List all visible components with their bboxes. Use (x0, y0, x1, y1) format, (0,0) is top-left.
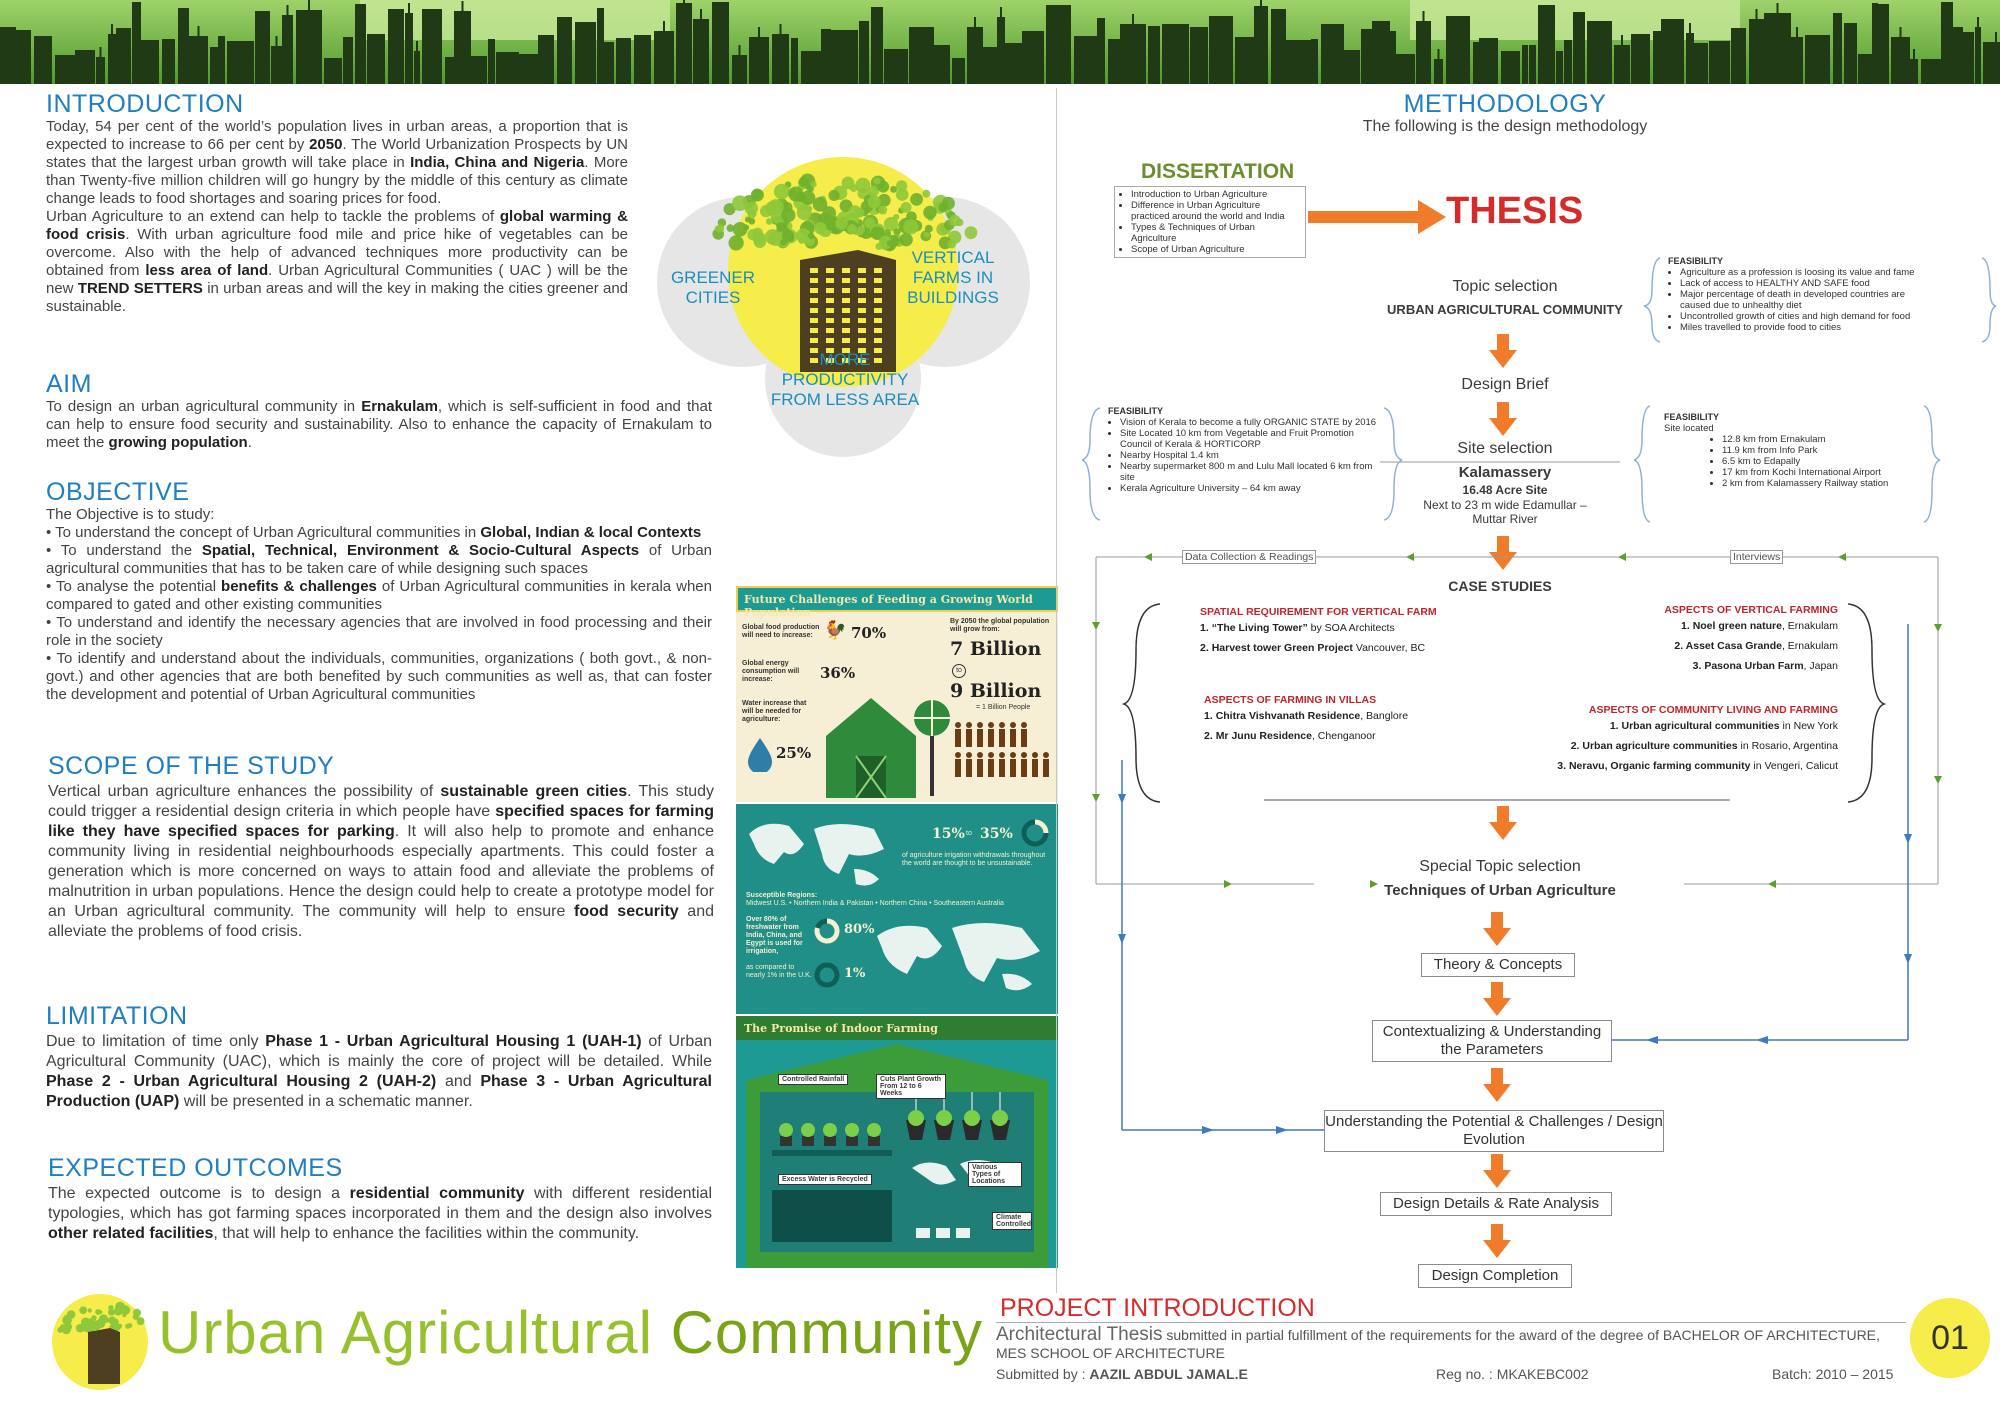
methodology-heading: METHODOLOGY (1403, 90, 1607, 118)
world-map-icon (744, 814, 894, 894)
feasibility-brief: FEASIBILITY • Vision of Kerala to become a fully ORGANIC STATE by 2016 • Site Located 10 km from Vegetable and Fruit Promotion Council of Kerala & HORTICORP • Nearby Hospital 1.4 km • Nearby supermarket 800 m and Lulu Mall located 6 km from site • Kerala Agriculture University – 64 km away (1108, 406, 1378, 494)
column-divider (1056, 88, 1057, 1293)
case-study-item: 3. Pasona Urban Farm, Japan (1692, 660, 1838, 672)
venn-label-vertical-farms: VERTICAL FARMS IN BUILDINGS (907, 248, 999, 307)
page-number-badge: 01 (1910, 1298, 1990, 1378)
reg-no: Reg no. : MKAKEBC002 (1436, 1366, 1589, 1382)
case-study-item: 2. Asset Casa Grande, Ernakulam (1674, 640, 1838, 652)
submitted-by: Submitted by : AAZIL ABDUL JAMAL.E (996, 1366, 1248, 1382)
introduction-text: Today, 54 per cent of the world’s population lives in urban areas, a proportion that is expected to increase to 66 per cent by 2050. The World Urbanization Prospects by UN states that the largest urban growth will take place in India, China and Nigeria. More than Twenty-five million children will go hungry by the middle of this century as climate change leads to food shortages and soaring prices for food. Urban Agriculture to an extend can help to tackle the problems of global warming & food crisis. With urban agriculture food mile and price hike of vegetables can be overcome. Also with the help of advanced techniques more productivity can be obtained from less area of land. Urban Agricultural Communities ( UAC ) will be the new TREND SETTERS in urban areas and will the key in making the cities greener and sustainable. (46, 118, 629, 315)
site-selection-label: Site selection (1457, 440, 1553, 457)
people-icons (950, 718, 1056, 778)
batch: Batch: 2010 – 2015 (1772, 1366, 1894, 1382)
feasibility-topic: FEASIBILITY • Agriculture as a profession is loosing its value and fame • Lack of access to HEALTHY AND SAFE food • Major percentage of death in developed countries are caused due to unhealthy diet • Uncontrolled growth of cities and high demand for food • Miles travelled to provide food to cities (1668, 256, 1938, 333)
special-topic-label: Special Topic selection (1419, 858, 1581, 875)
step-theory-box: Theory & Concepts (1421, 953, 1575, 977)
site-name: Kalamassery (1458, 464, 1552, 481)
tag-plant-growth: Cuts Plant Growth From 12 to 6 Weeks (876, 1074, 946, 1099)
infographic (736, 586, 1058, 1268)
case-vertical: ASPECTS OF VERTICAL FARMING 1. Noel green nature, Ernakulam 2. Asset Casa Grande, Ernakulam 3. Pasona Urban Farm, Japan (1560, 604, 1838, 676)
ring-80-icon (814, 918, 840, 944)
aim-heading: AIM (46, 370, 92, 398)
case-study-item: 1. Chitra Vishvanath Residence, Banglore (1204, 710, 1409, 722)
venn-label-more-productivity: MORE PRODUCTIVITY FROM LESS AREA (770, 350, 920, 409)
venn-label-greener-cities: GREENER CITIES (670, 268, 756, 307)
food-label: Global food production will need to increase: (742, 624, 820, 639)
ring-1-icon (814, 962, 840, 988)
topic-value: URBAN AGRICULTURAL COMMUNITY (1387, 302, 1623, 317)
case-spatial: SPATIAL REQUIREMENT FOR VERTICAL FARM 1. “The Living Tower” by SOA Architects 2. Harvest tower Green Project Vancouver, BC (1200, 606, 1560, 658)
freshwater-pct: 80% (844, 922, 875, 937)
freshwater-label: Over 80% of freshwater from India, China, and Egypt is used for irrigation, (746, 916, 803, 955)
irrigation-pct-high: 35% (980, 826, 1013, 842)
irrigation-label: of agriculture irrigation withdrawals throughout the world are thought to be unsustainable. (902, 852, 1046, 867)
food-pct: 70% (851, 624, 887, 642)
population-from: 7 Billion (950, 638, 1042, 660)
barn-icon (816, 686, 926, 798)
tag-climate: Climate Controlled (992, 1212, 1032, 1230)
limitation-heading: LIMITATION (46, 1002, 188, 1030)
population-legend: = 1 Billion People (976, 704, 1031, 711)
case-study-item: 2. Mr Junu Residence, Chenganoor (1204, 730, 1376, 742)
energy-pct: 36% (820, 664, 856, 682)
thesis-heading: THESIS (1446, 190, 1584, 232)
world-map-icon-2 (872, 916, 1052, 996)
infographic-panel-indoor (736, 1016, 1058, 1268)
objective-text: The Objective is to study: • To understand the concept of Urban Agricultural communities in Global, Indian & local Contexts • To understand the Spatial, Technical, Environment & Socio-Cultural Aspects of Urban agricultural communities that has to be taken care of while designing such spaces • To analyse the potential benefits & challenges of Urban Agricultural communities in kerala when compared to gated and other existing communities • To understand and identify the necessary agencies that are involved in food processing and their role in the society • To identify and understand about the individuals, communities, organizations ( both govt., & non-govt.) and other agencies that are both benefited by such communities as well as, that can foster the development and potential of Urban Agricultural communities (46, 506, 713, 703)
uk-label: as compared to nearly 1% in the U.K. (746, 964, 812, 979)
design-brief-label: Design Brief (1461, 376, 1549, 393)
infographic-panel-challenges (736, 586, 1058, 802)
panel-title-challenges: Future Challenges of Feeding a Growing World Population (744, 593, 1033, 619)
tag-controlled-rainfall: Controlled Rainfall (778, 1074, 848, 1085)
aim-text: To design an urban agricultural community in Ernakulam, which is self-sufficient in food and that can help to ensure food security and sustainability. Also to enhance the capacity of Ernakulam to meet the growing population. (46, 398, 713, 451)
outcomes-heading: EXPECTED OUTCOMES (48, 1154, 343, 1182)
panel-title-indoor: The Promise of Indoor Farming (744, 1022, 938, 1035)
footer-title: Urban Agricultural Community (158, 1299, 983, 1366)
globe-icon (912, 696, 952, 796)
special-topic-value: Techniques of Urban Agriculture (1384, 882, 1616, 899)
limitation-text: Due to limitation of time only Phase 1 - Urban Agricultural Housing 1 (UAH-1) of Urban Agricultural Community (UAC), which is mainly the core of project will be detailed. While Phase 2 - Urban Agricultural Housing 2 (UAH-2) and Phase 3 - Urban Agricultural Production (UAP) will be presented in a schematic manner. (46, 1033, 713, 1110)
objective-heading: OBJECTIVE (46, 478, 190, 506)
population-to: 9 Billion (950, 680, 1042, 702)
step-completion-box: Design Completion (1418, 1264, 1572, 1288)
step-details-box: Design Details & Rate Analysis (1380, 1192, 1612, 1216)
introduction-heading: INTRODUCTION (46, 90, 244, 118)
scope-text: Vertical urban agriculture enhances the possibility of sustainable green cities. This study could trigger a residential design criteria in which people have specified spaces for farming like they have specified spaces for parking. It will also help to promote and enhance community living in residential neighbourhoods especially apartments. This could foster a generation which is more concerned on ways to attain food and alleviate the problems of malnutrition in urban populations. Hence the design could help to create a prototype model for an Urban agricultural community. The community will help to ensure food security and alleviate the problems of food crisis. (48, 783, 715, 940)
water-label: Water increase that will be needed for agriculture: (742, 700, 807, 723)
case-study-item: 1. Urban agricultural communities in New York (1609, 720, 1838, 732)
scope-heading: SCOPE OF THE STUDY (48, 752, 335, 780)
regions-label: Susceptible Regions: (746, 892, 818, 899)
step-context-box: Contextualizing & Understanding the Parameters (1372, 1020, 1612, 1062)
feasibility-site: FEASIBILITY Site located • 12.8 km from Ernakulam • 11.9 km from Info Park • 6.5 km to Edapally • 17 km from Kochi International Airport • 2 km from Kalamassery Railway station (1664, 412, 1924, 489)
uk-pct: 1% (844, 966, 866, 981)
step-potential-box: Understanding the Potential & Challenges / Design Evolution (1324, 1110, 1664, 1152)
case-community: ASPECTS OF COMMUNITY LIVING AND FARMING 1. Urban agricultural communities in New York 2. Urban agriculture communities in Rosario, Argentina 3. Neravu, Organic farming community in Vengeri, Calicut (1500, 704, 1838, 776)
topic-label: Topic selection (1452, 278, 1558, 295)
population-label: By 2050 the global population will grow from: (950, 618, 1050, 633)
interviews-tag: Interviews (1730, 550, 1783, 564)
outcomes-text: The expected outcome is to design a residential community with different residential typologies, which has got farming spaces incorporated in them and the design also involves other related facilities, that will help to enhance the facilities within the community. (48, 1185, 713, 1242)
dissertation-list: • Introduction to Urban Agriculture • Difference in Urban Agriculture practiced around the world and India • Types & Techniques of Urban Agriculture • Scope of Urban Agriculture (1114, 186, 1306, 258)
case-study-item: 2. Harvest tower Green Project Vancouver, BC (1200, 642, 1426, 654)
thesis-submission-text: Architectural Thesis submitted in partial fulfillment of the requirements for the award of the degree of BACHELOR OF ARCHITECTURE, MES SCHOOL OF ARCHITECTURE (996, 1324, 1880, 1361)
case-studies-heading: CASE STUDIES (1448, 578, 1552, 594)
case-study-item: 2. Urban agriculture communities in Rosario, Argentina (1570, 740, 1838, 752)
irrigation-to: to (966, 830, 972, 837)
infographic-panel-water (736, 804, 1058, 1014)
footer-rule (996, 1322, 1906, 1323)
site-road: Next to 23 m wide Edamullar – Muttar River (1423, 498, 1587, 526)
project-introduction-heading: PROJECT INTRODUCTION (1000, 1294, 1315, 1322)
water-drop-icon (746, 736, 774, 772)
data-collection-tag: Data Collection & Readings (1182, 550, 1316, 564)
site-area: 16.48 Acre Site (1462, 483, 1548, 497)
logo-icon (50, 1292, 150, 1392)
population-to-word: to (952, 664, 966, 678)
energy-label: Global energy consumption will increase: (742, 660, 800, 683)
case-study-item: 1. “The Living Tower” by SOA Architects (1200, 622, 1395, 634)
methodology-subheading: The following is the design methodology (1362, 118, 1648, 135)
tag-water-recycled: Excess Water is Recycled (778, 1174, 872, 1185)
irrigation-pct-low: 15% (932, 826, 965, 842)
case-villas: ASPECTS OF FARMING IN VILLAS 1. Chitra Vishvanath Residence, Banglore 2. Mr Junu Residence, Chenganoor (1204, 694, 1504, 746)
chicken-icon: 🐓 (824, 620, 847, 640)
water-pct: 25% (776, 744, 812, 762)
case-study-item: 1. Noel green nature, Ernakulam (1681, 620, 1838, 632)
regions-list: Midwest U.S. • Northern India & Pakistan • Northern China • Southeastern Australia (746, 900, 1004, 907)
tag-locations: Various Types of Locations (968, 1162, 1022, 1187)
dissertation-heading: DISSERTATION (1141, 160, 1295, 183)
case-study-item: 3. Neravu, Organic farming community in Vengeri, Calicut (1557, 760, 1838, 772)
people-row-icon (950, 718, 1056, 778)
skyline-banner (0, 0, 2000, 84)
ring-chart-icon (1020, 818, 1050, 848)
